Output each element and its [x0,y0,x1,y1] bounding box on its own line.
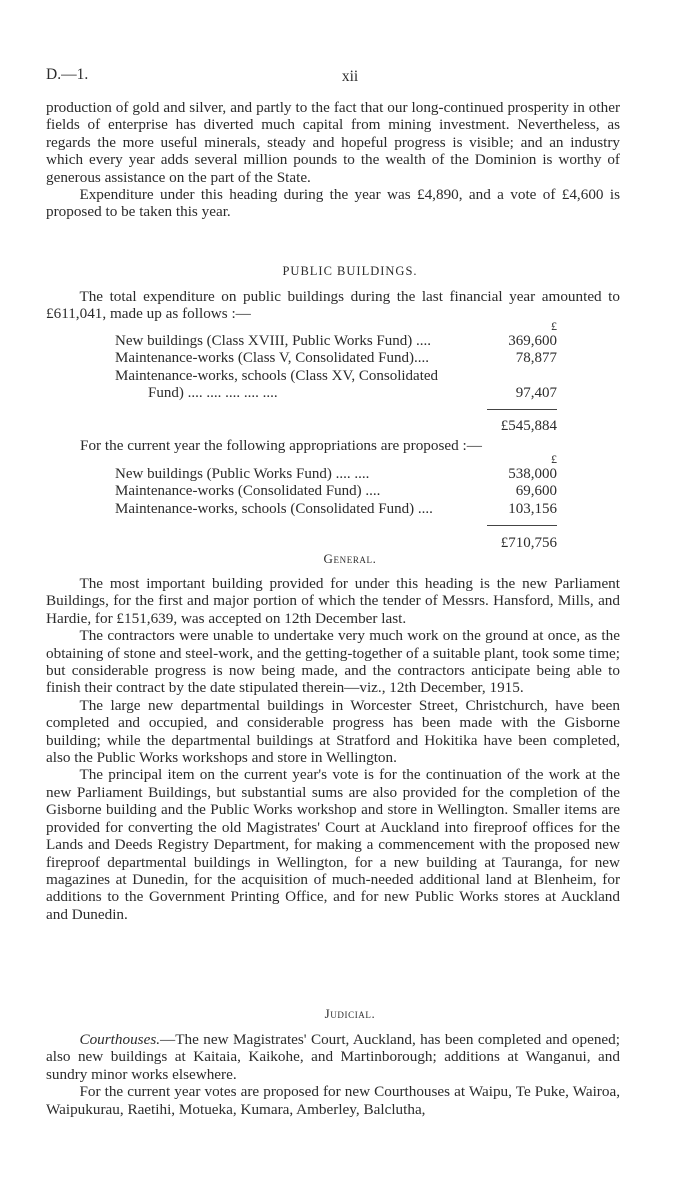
document-reference: D.—1. [46,66,89,83]
current-year-total: £710,756 [500,535,557,551]
current-year-intro: For the current year the following appropriations are proposed :— [80,437,482,454]
table-row: Maintenance-works (Class V, Consolidated Fund).... 78,877 [115,350,557,367]
public-buildings-heading: PUBLIC BUILDINGS. [282,264,418,278]
intro-section [46,99,620,221]
judicial-section [46,1031,620,1118]
general-paragraph-1: The most important building provided for under this heading is the new Parliament Buildings, for the first and major portion of which the tender of Messrs. Hansford, Mills, and Hardie, for £151,639, was accepted on 12th December last. [46,575,620,627]
table-row: Maintenance-works (Consolidated Fund) .... 69,600 [115,483,557,500]
table-row: New buildings (Public Works Fund) .... .... 538,000 [115,466,557,482]
intro-paragraph-1: production of gold and silver, and partly to the fact that our long-continued prosperity in other fields of enterprise has diverted much capital from mining investment. Nevertheless, as regards the more useful minerals, steady and hopeful progress is visible; and an industry which every year adds several million pounds to the wealth of the Dominion is worthy of generous assistance on the part of the State. [46,99,620,186]
table-row: Maintenance-works, schools (Class XV, Consolidated [115,367,439,384]
pound-column-header: £ [551,452,557,466]
page-number: xii [341,68,359,85]
total-rule [487,409,557,410]
last-year-expenditure-table [115,319,557,434]
last-year-total: £545,884 [500,418,557,434]
courthouses-paragraph: Courthouses.—The new Magistrates' Court, Auckland, has been completed and opened; also new buildings at Kaitaia, Kaikohe, and Martinborough; additions at Wanganui, and sundry minor works elsewhere. [46,1031,620,1083]
judicial-heading: Judicial. [324,1006,376,1021]
courthouses-label: Courthouses. [79,1031,161,1048]
intro-paragraph-2: Expenditure under this heading during the year was £4,890, and a vote of £4,600 is proposed to be taken this year. [46,186,620,221]
total-rule [487,525,557,526]
general-section [46,575,620,923]
table-row: Maintenance-works, schools (Consolidated Fund) .... 103,156 [115,500,557,517]
public-buildings-intro: The total expenditure on public buildings during the last financial year amounted to £611,041, made up as follows :— [46,288,620,323]
pound-column-header: £ [551,319,557,333]
current-year-appropriations-table [115,452,557,551]
general-paragraph-3: The large new departmental buildings in Worcester Street, Christchurch, have been completed and occupied, and considerable progress has been made with the Gisborne building; while the departmental buildings at Stratford and Hokitika have been completed, also the Public Works workshops and store in Wellington. [46,696,620,767]
general-paragraph-2: The contractors were unable to undertake very much work on the ground at once, as the obtaining of stone and steel-work, and the getting-together of a suitable plant, took some time; but considerable progress is now being made, and the contractors anticipate being able to finish their contract by the date stipulated therein—viz., 12th December, 1915. [46,627,620,697]
general-paragraph-4: The principal item on the current year's vote is for the continuation of the work at the new Parliament Buildings, but substantial sums are also provided for the completion of the Gisborne building and the Public Works workshop and store in Wellington. Smaller items are provided for converting the old Magistrates' Court at Auckland into fireproof offices for the Lands and Deeds Registry Department, for making a commencement with the proposed new fireproof departmental buildings in Wellington, for a new building at Tauranga, for new magazines at Dunedin, for the acquisition of much-needed additional land at Blenheim, for additions to the Government Printing Office, and for new Public Works stores at Auckland and Dunedin. [46,766,620,923]
table-row: New buildings (Class XVIII, Public Works Fund) .... 369,600 [115,333,557,349]
current-year-courthouses-paragraph: For the current year votes are proposed for new Courthouses at Waipu, Te Puke, Wairoa, Waipukurau, Raetihi, Motueka, Kumara, Amberley, Balclutha, [46,1083,620,1118]
table-row: Fund) .... .... .... .... .... 97,407 [148,385,557,402]
general-heading: General. [323,551,377,566]
